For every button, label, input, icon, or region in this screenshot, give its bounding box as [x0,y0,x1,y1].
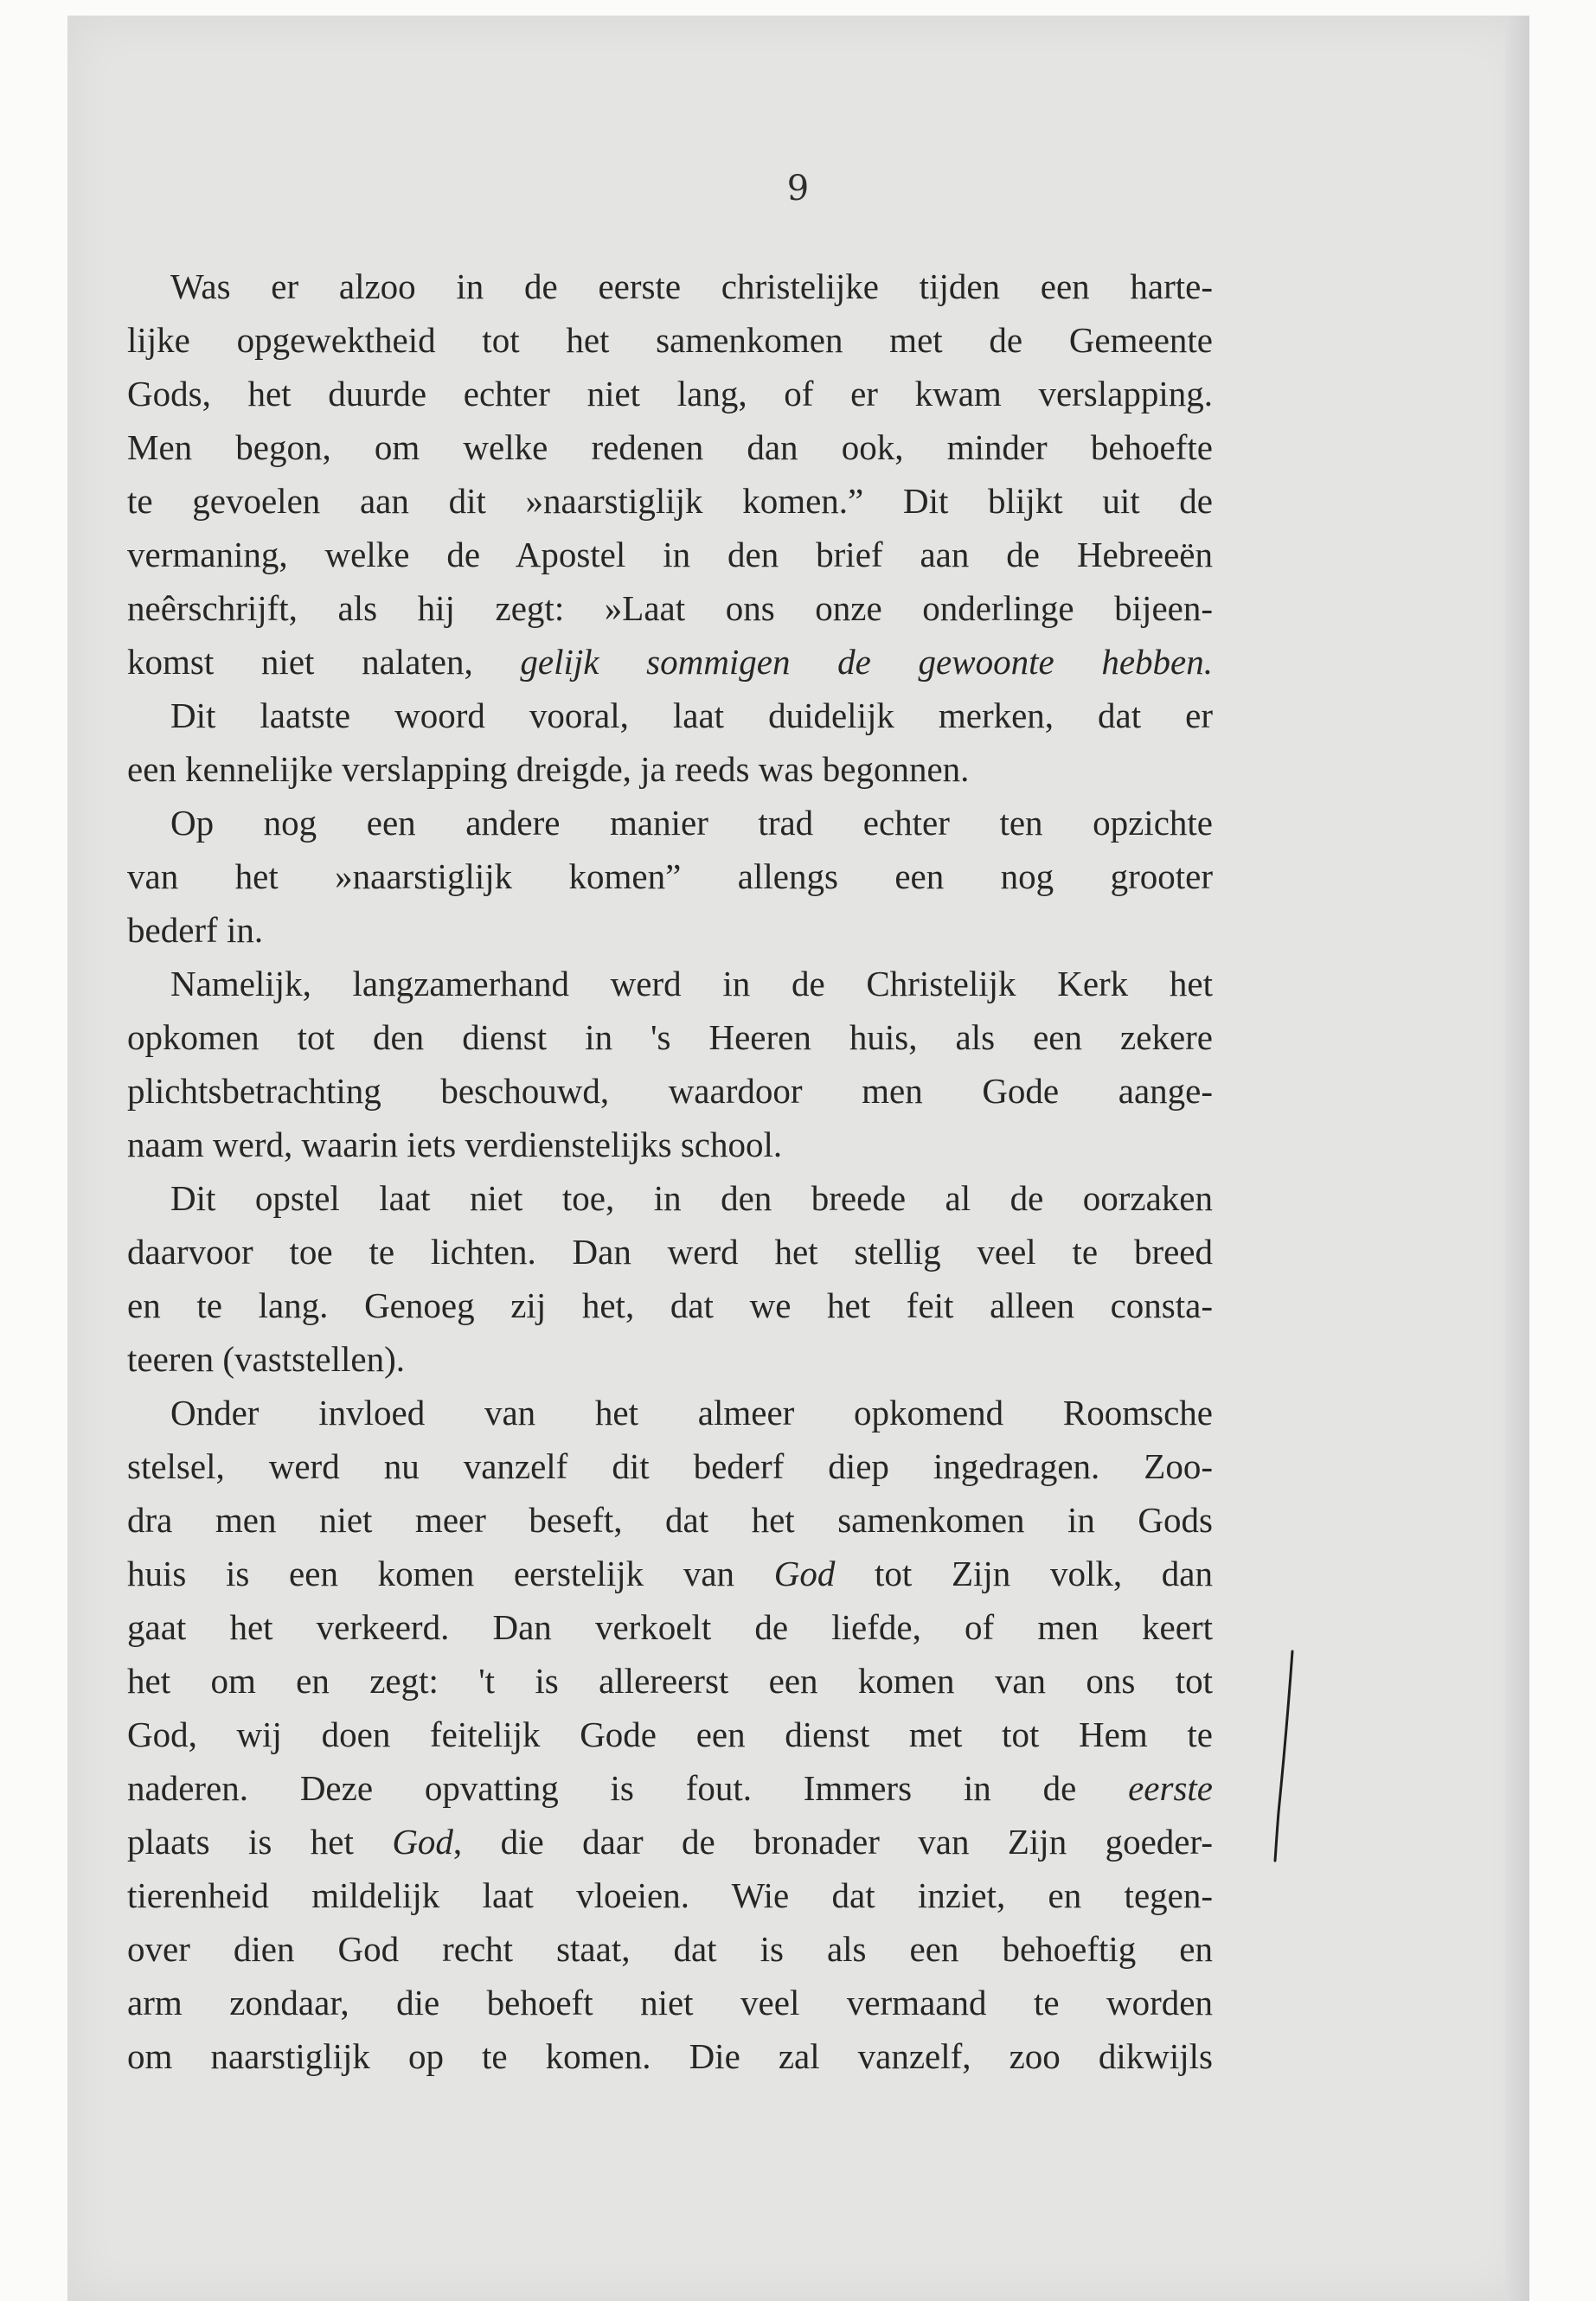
paragraph [127,260,1213,689]
text-line [127,1547,1213,1600]
text-line: over dien God recht staat, dat is als een behoeftig en [127,1929,1213,1969]
text-line: lijke opgewektheid tot het samenkomen met de Gemeente [127,320,1213,360]
text-run: naderen. Deze opvatting is fout. Immers in de [127,1768,1129,1808]
text-line [127,1815,1213,1868]
text-line: om naarstiglijk op te komen. Die zal vanzelf, zoo dikwijls [127,2036,1213,2076]
text-run: plaats is het [127,1822,393,1862]
page-number: 9 [786,169,810,208]
text-line: plichtsbetrachting beschouwd, waardoor men Gode aange- [127,1071,1213,1111]
text-line: Op nog een andere manier trad echter ten opzichte [170,803,1213,843]
text-line: het om en zegt: 't is allereerst een komen van ons tot [127,1661,1213,1701]
text-line: Dit opstel laat niet toe, in den breede al de oorzaken [170,1178,1213,1218]
italic-word: God [773,1554,836,1593]
paragraph [127,689,1213,796]
text-line: Dit laatste woord vooral, laat duidelijk merken, dat er [170,695,1213,735]
paragraph [127,1171,1213,1386]
text-line: Onder invloed van het almeer opkomend Roomsche [170,1393,1213,1433]
text-line: gaat het verkeerd. Dan verkoelt de liefde, of men keert [127,1607,1213,1647]
text-line: Namelijk, langzamerhand werd in de Christelijk Kerk het [170,964,1213,1003]
text-line: Men begon, om welke redenen dan ook, minder behoefte [127,427,1213,467]
italic-word: God [392,1822,453,1862]
text-line: dra men niet meer beseft, dat het samenkomen in Gods [127,1500,1213,1540]
text-line [127,1761,1213,1815]
text-line: en te lang. Genoeg zij het, dat we het feit alleen consta- [127,1285,1213,1325]
italic-quote: gelijk sommigen de gewoonte hebben. [520,642,1213,682]
paragraph [127,957,1213,1171]
text-line: van het »naarstiglijk komen” allengs een nog grooter [127,856,1213,896]
text-line: te gevoelen aan dit »naarstiglijk komen.” Dit blijkt uit de [127,481,1213,521]
text-line [127,635,1213,689]
text-run: tot Zijn volk, dan [835,1554,1213,1593]
text-line: daarvoor toe te lichten. Dan werd het stellig veel te breed [127,1232,1213,1272]
text-line: opkomen tot den dienst in 's Heeren huis, als een zekere [127,1017,1213,1057]
page-edge-shadow [1505,16,1529,2301]
text-line: een kennelijke verslapping dreigde, ja reeds was begonnen. [127,749,970,789]
text-run: huis is een komen eerstelijk van [127,1554,774,1593]
margin-pencil-mark [1272,1648,1298,1864]
text-run: , die daar de bronader van Zijn goeder- [452,1822,1213,1862]
text-line: bederf in. [127,910,264,950]
text-line: God, wij doen feitelijk Gode een dienst met tot Hem te [127,1715,1213,1754]
text-line: Was er alzoo in de eerste christelijke tijden een harte- [170,266,1213,306]
italic-word: eerste [1128,1768,1213,1808]
text-line: naam werd, waarin iets verdienstelijks school. [127,1125,783,1164]
text-line: teeren (vaststellen). [127,1339,406,1379]
text-line: arm zondaar, die behoeft niet veel vermaand te worden [127,1983,1213,2022]
text-run: komst niet nalaten, [127,642,521,682]
text-line: tierenheid mildelijk laat vloeien. Wie dat inziet, en tegen- [127,1875,1213,1915]
body-text [127,260,1213,2083]
paragraph [127,796,1213,957]
text-line: vermaning, welke de Apostel in den brief aan de Hebreeën [127,535,1213,574]
text-line: Gods, het duurde echter niet lang, of er kwam verslapping. [127,374,1213,413]
text-line: stelsel, werd nu vanzelf dit bederf diep ingedragen. Zoo- [127,1446,1213,1486]
paragraph [127,1386,1213,2083]
text-line: neêrschrijft, als hij zegt: »Laat ons onze onderlinge bijeen- [127,588,1213,628]
